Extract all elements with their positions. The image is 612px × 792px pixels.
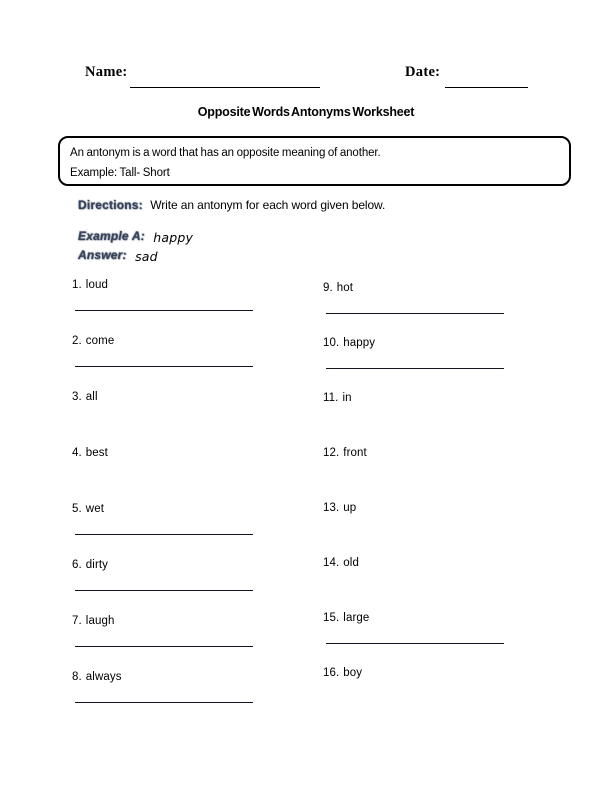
- answer-word: sad: [135, 248, 158, 264]
- question-number: 13.: [323, 502, 340, 514]
- answer-blank-line: [326, 643, 504, 644]
- directions-row: [78, 198, 385, 212]
- question-word: up: [343, 502, 357, 514]
- name-label: Name:: [85, 64, 128, 80]
- question-word: large: [343, 612, 370, 624]
- definition-line1: An antonym is a word that has an opposite meaning of another.: [70, 147, 381, 159]
- answer-blank-line: [326, 368, 504, 369]
- answer-blank-line: [75, 366, 253, 367]
- question-item: [323, 666, 508, 721]
- question-item: [72, 670, 257, 726]
- example-row: [78, 228, 193, 243]
- question-item: [72, 334, 257, 390]
- example-label: Example A:: [78, 229, 145, 243]
- definition-line2: Example: Tall- Short: [70, 167, 170, 179]
- question-number: 15.: [323, 612, 340, 624]
- question-word: loud: [85, 279, 108, 291]
- question-number: 12.: [323, 447, 340, 459]
- question-item: [72, 278, 257, 334]
- answer-blank-line: [75, 310, 253, 311]
- date-blank-line: [445, 65, 528, 88]
- question-word: best: [85, 447, 108, 459]
- question-number: 10.: [323, 337, 340, 349]
- question-word: dirty: [85, 559, 109, 571]
- question-number: 7.: [72, 615, 82, 627]
- question-number: 2.: [72, 335, 82, 347]
- answer-blank-line: [75, 534, 253, 535]
- question-number: 6.: [72, 559, 82, 571]
- answer-label: Answer:: [78, 248, 127, 262]
- question-number: 4.: [72, 447, 82, 459]
- answer-blank-line: [75, 702, 253, 703]
- question-number: 11.: [323, 392, 339, 404]
- questions-left-column: [72, 278, 257, 726]
- question-number: 5.: [72, 503, 82, 515]
- name-blank-line: [130, 65, 320, 88]
- question-item: [323, 281, 508, 336]
- question-item: [72, 614, 257, 670]
- definition-box: [58, 136, 571, 186]
- answer-row: [78, 247, 158, 262]
- question-number: 14.: [323, 557, 340, 569]
- question-item: [323, 611, 508, 666]
- question-word: always: [85, 671, 122, 683]
- question-number: 16.: [323, 667, 340, 679]
- question-word: laugh: [85, 615, 115, 627]
- question-word: come: [85, 335, 115, 347]
- question-word: in: [342, 392, 352, 404]
- question-number: 8.: [72, 671, 82, 683]
- question-item: [323, 501, 508, 556]
- question-item: [323, 336, 508, 391]
- question-word: old: [343, 557, 359, 569]
- question-item: [72, 558, 257, 614]
- question-word: boy: [343, 667, 363, 679]
- question-word: wet: [85, 503, 104, 515]
- question-item: [72, 446, 257, 502]
- question-item: [323, 391, 508, 446]
- answer-blank-line: [326, 313, 504, 314]
- answer-blank-line: [75, 590, 253, 591]
- directions-text: Write an antonym for each word given below.: [150, 198, 386, 212]
- directions-label: Directions:: [78, 198, 143, 212]
- question-item: [72, 390, 257, 446]
- page-title: Opposite Words Antonyms Worksheet: [197, 105, 415, 119]
- question-number: 1.: [72, 279, 82, 291]
- question-number: 3.: [72, 391, 82, 403]
- example-word: happy: [153, 229, 194, 245]
- question-word: all: [85, 391, 98, 403]
- question-word: happy: [343, 337, 376, 349]
- question-word: front: [343, 447, 367, 459]
- question-number: 9.: [323, 282, 333, 294]
- question-item: [323, 556, 508, 611]
- question-item: [323, 446, 508, 501]
- question-word: hot: [336, 282, 354, 294]
- questions-right-column: [323, 281, 508, 721]
- date-label: Date:: [405, 64, 441, 80]
- question-item: [72, 502, 257, 558]
- answer-blank-line: [75, 646, 253, 647]
